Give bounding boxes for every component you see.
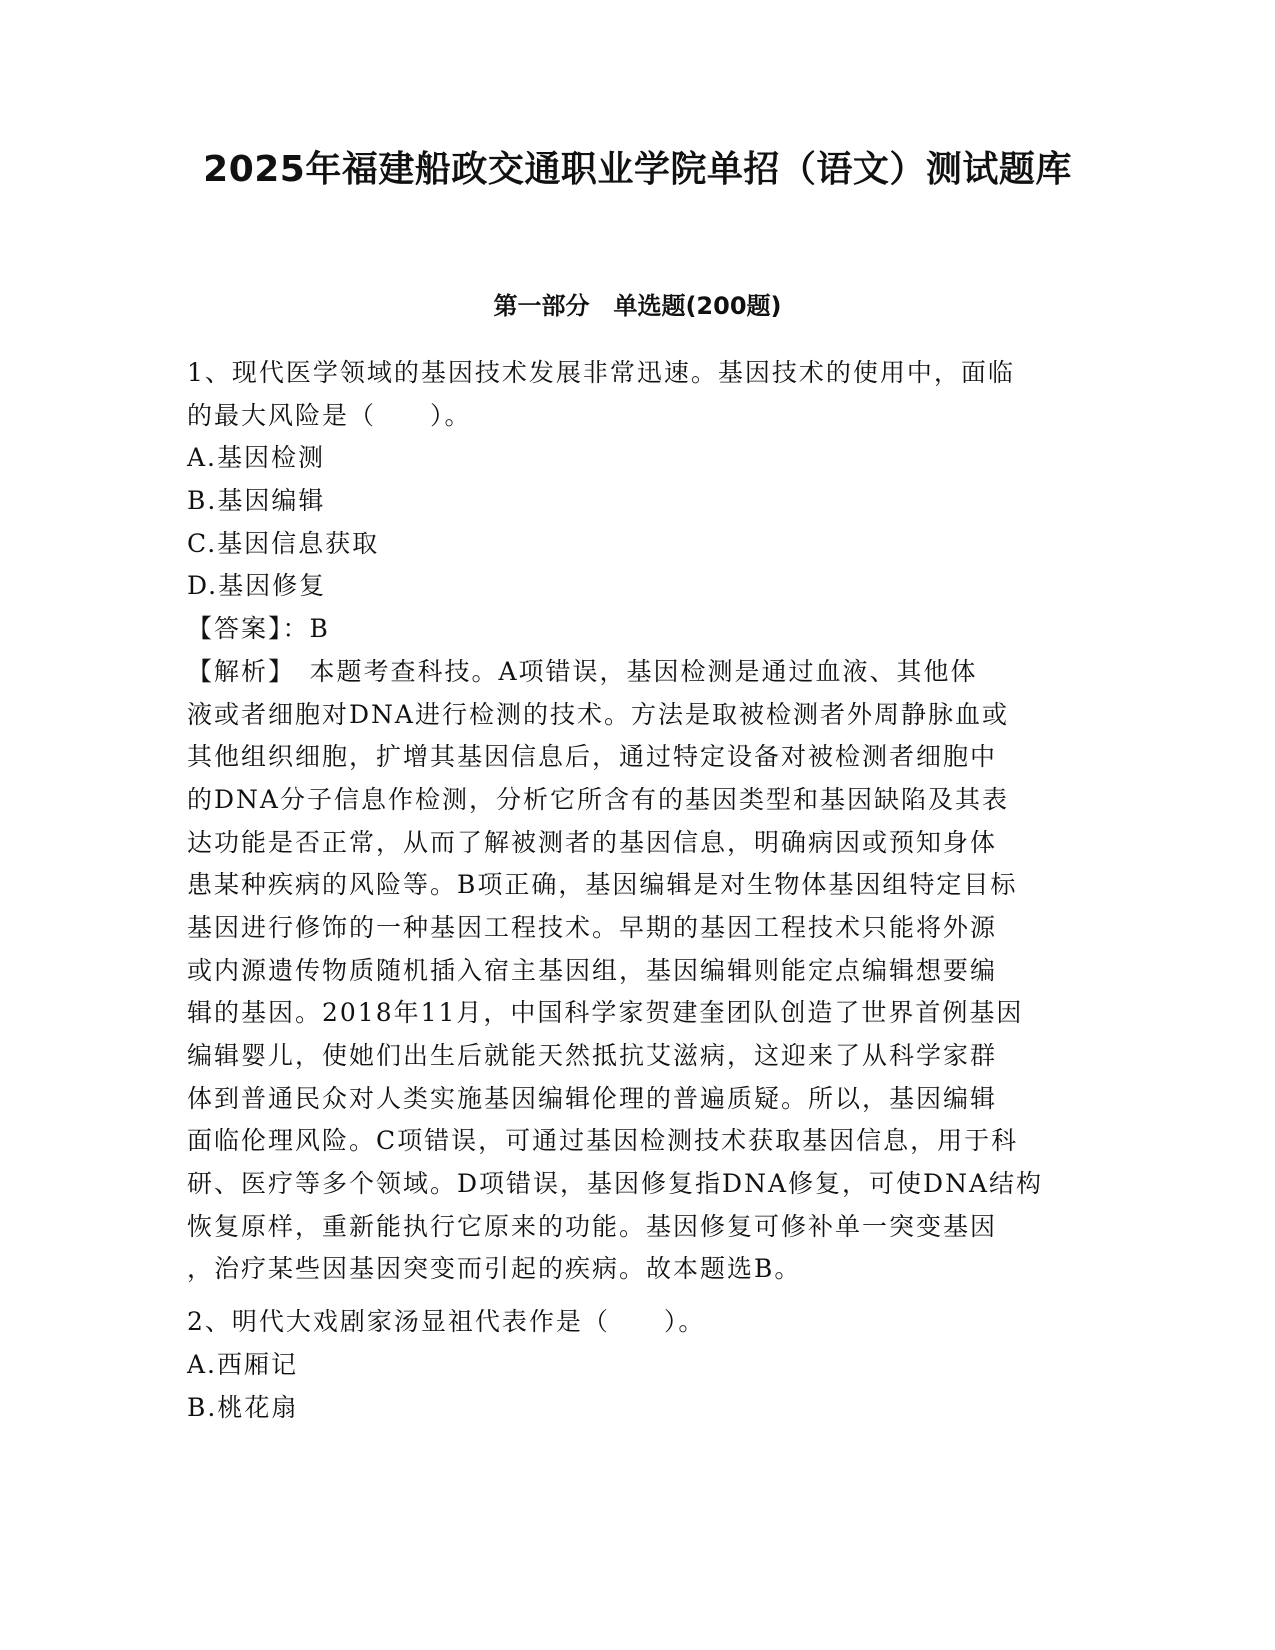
question-1-stem-line: 1、现代医学领域的基因技术发展非常迅速。基因技术的使用中，面临: [187, 358, 1015, 387]
explanation-line: 面临伦理风险。C项错误，可通过基因检测技术获取基因信息，用于科: [187, 1126, 1019, 1156]
question-2-option-a: A.西厢记: [187, 1349, 299, 1379]
document-title: 2025年福建船政交通职业学院单招（语文）测试题库: [203, 149, 1072, 190]
question-1-option-d: D.基因修复: [187, 571, 327, 601]
explanation-line: 达功能是否正常，从而了解被测者的基因信息，明确病因或预知身体: [187, 827, 998, 857]
explanation-line: 研、医疗等多个领域。D项错误，基因修复指DNA修复，可使DNA结构: [187, 1169, 1043, 1199]
question-1-answer: 【答案】：B: [187, 614, 330, 644]
explanation-line: 或内源遗传物质随机插入宿主基因组，基因编辑则能定点编辑想要编: [187, 955, 998, 985]
explanation-line: 恢复原样，重新能执行它原来的功能。基因修复可修补单一突变基因: [187, 1211, 998, 1241]
explanation-line: 【解析】 本题考查科技。A项错误，基因检测是通过血液、其他体: [187, 656, 978, 686]
question-2-option-b: B.桃花扇: [187, 1392, 299, 1422]
question-1-option-b: B.基因编辑: [187, 486, 326, 516]
question-1-option-c: C.基因信息获取: [187, 528, 380, 558]
questions-body: [187, 352, 1087, 1429]
explanation-line: 编辑婴儿，使她们出生后就能天然抵抗艾滋病，这迎来了从科学家群: [187, 1041, 998, 1070]
explanation-line: 基因进行修饰的一种基因工程技术。早期的基因工程技术只能将外源: [187, 912, 998, 942]
explanation-line: 其他组织细胞，扩增其基因信息后，通过特定设备对被检测者细胞中: [187, 742, 998, 772]
explanation-line: 体到普通民众对人类实施基因编辑伦理的普遍质疑。所以，基因编辑: [187, 1083, 998, 1113]
question-1-stem-line: 的最大风险是（ ）。: [187, 400, 472, 430]
question-1-explanation: [187, 651, 1087, 1291]
question-2-stem-line: 2、明代大戏剧家汤显祖代表作是（ ）。: [187, 1307, 706, 1337]
explanation-line: 辑的基因。2018年11月，中国科学家贺建奎团队创造了世界首例基因: [187, 998, 1024, 1028]
explanation-line: ，治疗某些因基因突变而引起的疾病。故本题选B。: [187, 1254, 802, 1284]
section-title: 第一部分 单选题(200题): [493, 292, 782, 320]
question-spacer: [187, 1291, 1087, 1301]
question-1-option-a: A.基因检测: [187, 443, 326, 473]
explanation-line: 的DNA分子信息作检测，分析它所含有的基因类型和基因缺陷及其表: [187, 784, 1009, 814]
explanation-line: 患某种疾病的风险等。B项正确，基因编辑是对生物体基因组特定目标: [187, 870, 1018, 900]
question-2: [187, 1301, 1087, 1429]
question-1: [187, 352, 1087, 1291]
explanation-line: 液或者细胞对DNA进行检测的技术。方法是取被检测者外周静脉血或: [187, 699, 1009, 729]
